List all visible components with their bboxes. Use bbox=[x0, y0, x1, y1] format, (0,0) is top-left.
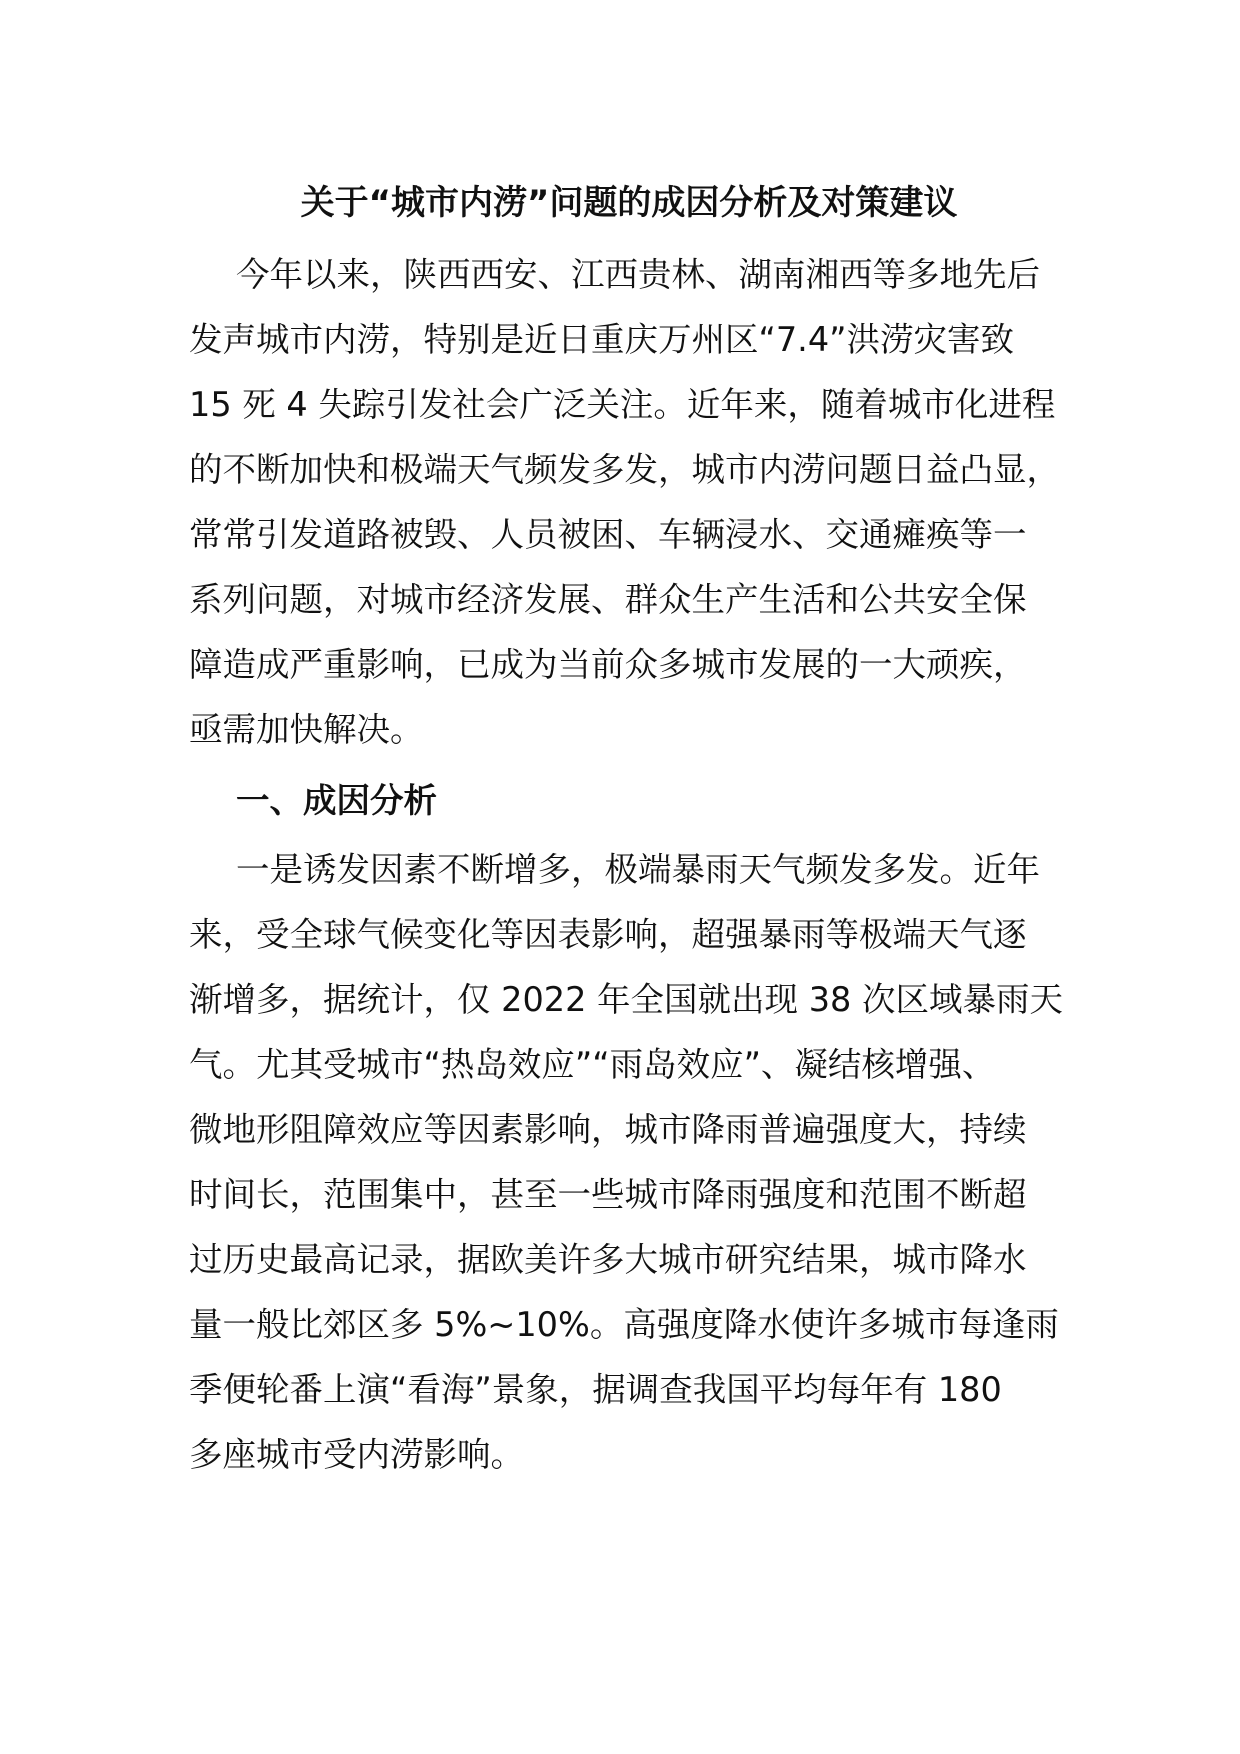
paragraph-line: 量一般比郊区多 5%~10%。高强度降水使许多城市每逢雨 bbox=[189, 1305, 1059, 1344]
section-paragraph bbox=[189, 837, 1069, 1487]
paragraph-line: 亟需加快解决。 bbox=[189, 710, 424, 749]
intro-paragraph bbox=[189, 242, 1069, 762]
paragraph-line: 障造成严重影响，已成为当前众多城市发展的一大顽疾， bbox=[189, 645, 1027, 684]
paragraph-line: 今年以来，陕西西安、江西贵林、湖南湘西等多地先后 bbox=[236, 255, 1040, 294]
paragraph-line: 渐增多，据统计，仅 2022 年全国就出现 38 次区域暴雨天 bbox=[189, 980, 1063, 1019]
section-heading: 一、成因分析 bbox=[236, 781, 437, 820]
paragraph-line: 常常引发道路被毁、人员被困、车辆浸水、交通瘫痪等一 bbox=[189, 515, 1027, 554]
paragraph-line: 发声城市内涝，特别是近日重庆万州区“7.4”洪涝灾害致 bbox=[189, 320, 1014, 359]
paragraph-line: 多座城市受内涝影响。 bbox=[189, 1435, 524, 1474]
paragraph-line: 的不断加快和极端天气频发多发，城市内涝问题日益凸显， bbox=[189, 450, 1060, 489]
paragraph-line: 15 死 4 失踪引发社会广泛关注。近年来，随着城市化进程 bbox=[189, 385, 1056, 424]
paragraph-line: 微地形阻障效应等因素影响，城市降雨普遍强度大，持续 bbox=[189, 1110, 1027, 1149]
paragraph-line: 系列问题，对城市经济发展、群众生产生活和公共安全保 bbox=[189, 580, 1027, 619]
paragraph-line: 时间长，范围集中，甚至一些城市降雨强度和范围不断超 bbox=[189, 1175, 1027, 1214]
paragraph-line: 来，受全球气候变化等因表影响，超强暴雨等极端天气逐 bbox=[189, 915, 1027, 954]
paragraph-line: 气。尤其受城市“热岛效应”“雨岛效应”、凝结核增强、 bbox=[189, 1045, 996, 1084]
document-title: 关于“城市内涝”问题的成因分析及对策建议 bbox=[300, 183, 958, 223]
text-column bbox=[189, 171, 1069, 1487]
paragraph-line: 过历史最高记录，据欧美许多大城市研究结果，城市降水 bbox=[189, 1240, 1027, 1279]
paragraph-line: 季便轮番上演“看海”景象，据调查我国平均每年有 180 bbox=[189, 1370, 1002, 1409]
paragraph-line: 一是诱发因素不断增多，极端暴雨天气频发多发。近年 bbox=[236, 850, 1040, 889]
